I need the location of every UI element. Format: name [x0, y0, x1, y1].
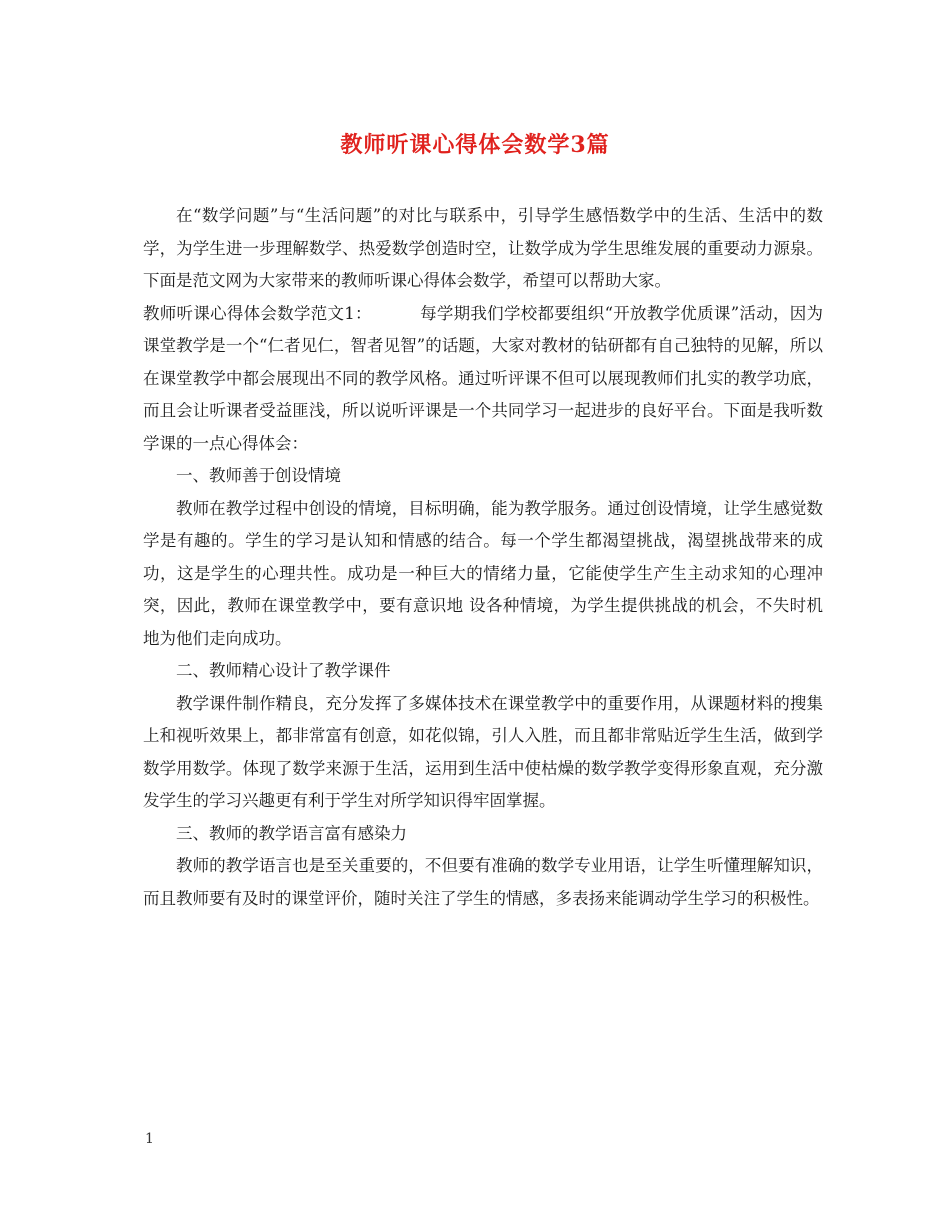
sample-text: 每学期我们学校都要组织“开放教学优质课”活动，因为课堂教学是一个“仁者见仁，智者见智”的话题，大家对教材的钻研都有自己独特的见解，所以在课堂教学中都会展现出不同的教学风格。通过听评课不但可以展现教师们扎实的教学功底，而且会让听课者受益匪浅，所以说听评课是一个共同学习一起进步的良好平台。下面是我听数学课的一点心得体会： [143, 303, 823, 453]
section-paragraph-1: 教师在教学过程中创设的情境，目标明确，能为教学服务。通过创设情境，让学生感觉数学是有趣的。学生的学习是认知和情感的结合。每一个学生都渴望挑战，渴望挑战带来的成功，这是学生的心理共性。成功是一种巨大的情绪力量，它能使学生产生主动求知的心理冲突，因此，教师在课堂教学中，要有意识地 设各种情境，为学生提供挑战的机会，不失时机地为他们走向成功。 [143, 498, 823, 648]
intro-paragraph: 在“数学问题”与“生活问题”的对比与联系中，引导学生感悟数学中的生活、生活中的数学，为学生进一步理解数学、热爱数学创造时空，让数学成为学生思维发展的重要动力源泉。下面是范文网为大家带来的教师听课心得体会数学，希望可以帮助大家。 [143, 206, 823, 290]
section-heading-3: 三、教师的教学语言富有感染力 [176, 823, 407, 843]
section-heading-2: 二、教师精心设计了教学课件 [176, 661, 391, 680]
document-title: 教师听课心得体会数学3篇 [340, 132, 610, 158]
page-number: 1 [145, 1131, 154, 1147]
section-paragraph-2: 教学课件制作精良，充分发挥了多媒体技术在课堂教学中的重要作用，从课题材料的搜集上和视听效果上，都非常富有创意，如花似锦，引人入胜，而且都非常贴近学生生活，做到学数学用数学。体现了数学来源于生活，运用到生活中使枯燥的数学教学变得形象直观，充分激发学生的学习兴趣更有利于学生对所学知识得牢固掌握。 [143, 693, 823, 810]
document-body [143, 200, 823, 915]
section-paragraph-3: 教师的教学语言也是至关重要的，不但要有准确的数学专业用语，让学生听懂理解知识，而且教师要有及时的课堂评价，随时关注了学生的情感，多表扬来能调动学生学习的积极性。 [143, 856, 823, 908]
sample-paragraph [143, 298, 823, 461]
section-heading-1: 一、教师善于创设情境 [176, 466, 341, 485]
sample-label: 教师听课心得体会数学范文1： [143, 303, 372, 323]
